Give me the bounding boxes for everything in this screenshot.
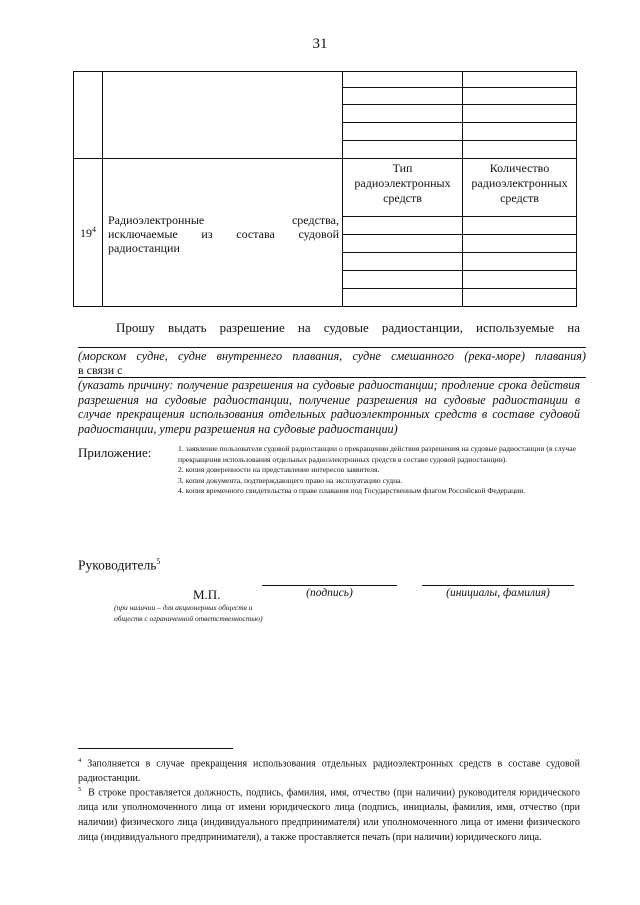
row-desc-line: радиостанции	[108, 240, 180, 255]
table-cell	[343, 88, 463, 105]
table-cell	[343, 235, 463, 253]
footnote-5-text: В строке проставляется должность, подпись, фамилия, имя, отчество (при наличии) руководителя юридического лица или уполномоченного лица от имени юридического лица (подпись, инициалы, фамилия, имя, отчество (при наличии) физического лица (индивидуального предпринимателя) или уполномоченного лица от имени физического лица (индивидуального предпринимателя), а также проставляется печать (при наличии) юридического лица.	[78, 787, 581, 844]
row-number-cell	[74, 159, 103, 307]
head-label: Руководитель$^5$	[78, 557, 161, 573]
appendix-item: 1. заявление пользователя судовой радиостанции о прекращении действия разрешения на судовые радиостанции (в случае прекращения использования отдельных радиоэлектронных средств в составе судовой радиостанции).	[178, 444, 576, 464]
empty-num-cell	[74, 72, 103, 159]
footnote-separator	[78, 748, 233, 749]
footnote-4-mark: 4	[78, 757, 82, 764]
table-cell	[343, 123, 463, 141]
column-header-type: Тип радиоэлектронных средств	[343, 159, 463, 217]
stamp-place: М.П.	[193, 587, 221, 602]
vessel-hint: (морском судне, судне внутреннего плавания, судне смешанного (река-море) плавания)	[78, 349, 586, 363]
stamp-note	[114, 602, 262, 624]
table-cell	[463, 271, 577, 289]
column-header-count: Количество радиоэлектронных средств	[463, 159, 577, 217]
signature-line	[262, 585, 397, 586]
table-cell	[463, 88, 577, 105]
row-desc-line: исключаемые из состава судовой	[108, 226, 339, 241]
reason-hint: (указать причину: получение разрешения на судовые радиостанции; продление срока действия разрешения на судовые радиостанции, получение разрешения на судовые радиостанции в случае прекращения использования отдельных радиоэлектронных средств в составе судовой радиостанции, утери разрешения на судовые радиостанции)	[78, 378, 580, 436]
footnote-5-mark: 5	[78, 786, 82, 793]
appendix-item: 2. копия доверенности на представление интересов заявителя.	[178, 465, 380, 474]
table-cell	[463, 289, 577, 307]
table-cell	[343, 217, 463, 235]
table-cell	[343, 105, 463, 123]
row-description	[103, 159, 343, 307]
appendix-item: 3. копия документа, подтверждающего право на эксплуатацию судна.	[178, 475, 403, 485]
table-cell	[463, 141, 577, 159]
table-cell	[463, 105, 577, 123]
table-cell	[463, 72, 577, 88]
stamp-note-line: обществ с ограниченной ответственностью)	[114, 614, 263, 623]
row-desc-line: Радиоэлектронные средства,	[108, 212, 339, 227]
table-cell	[463, 217, 577, 235]
table-cell	[343, 141, 463, 159]
footnote-4-text: Заполняется в случае прекращения использования отдельных радиоэлектронных средств в составе судовой радиостанции.	[78, 758, 580, 785]
table-cell	[463, 253, 577, 271]
table-cell	[343, 289, 463, 307]
row-number: 19	[80, 225, 92, 240]
appendix-item: 4. копия временного свидетельства о праве плавания под Государственным флагом Российской Федерации.	[178, 486, 526, 495]
table-cell	[463, 123, 577, 141]
appendix-list	[178, 444, 576, 497]
table-cell	[343, 253, 463, 271]
signature-caption: (подпись)	[306, 587, 353, 599]
footnote-5	[78, 782, 580, 845]
reason-prefix: в связи с	[78, 363, 123, 377]
stamp-note-line: (при наличии – для акционерных обществ и	[114, 603, 253, 612]
head-footnote-mark: 5	[156, 557, 161, 566]
page-number: 31	[312, 36, 328, 52]
row-number-footnote-mark: 4	[92, 224, 96, 234]
table-cell	[343, 72, 463, 88]
table-cell	[463, 235, 577, 253]
radio-equipment-table	[73, 71, 577, 307]
name-line	[422, 585, 574, 586]
table-cell	[343, 271, 463, 289]
name-caption: (инициалы, фамилия)	[446, 587, 550, 599]
request-line: Прошу выдать разрешение на судовые радиостанции, используемые на	[116, 320, 580, 335]
empty-desc-cell	[103, 72, 343, 159]
vessel-blank-line	[78, 347, 586, 348]
appendix-label: Приложение:	[78, 445, 152, 460]
